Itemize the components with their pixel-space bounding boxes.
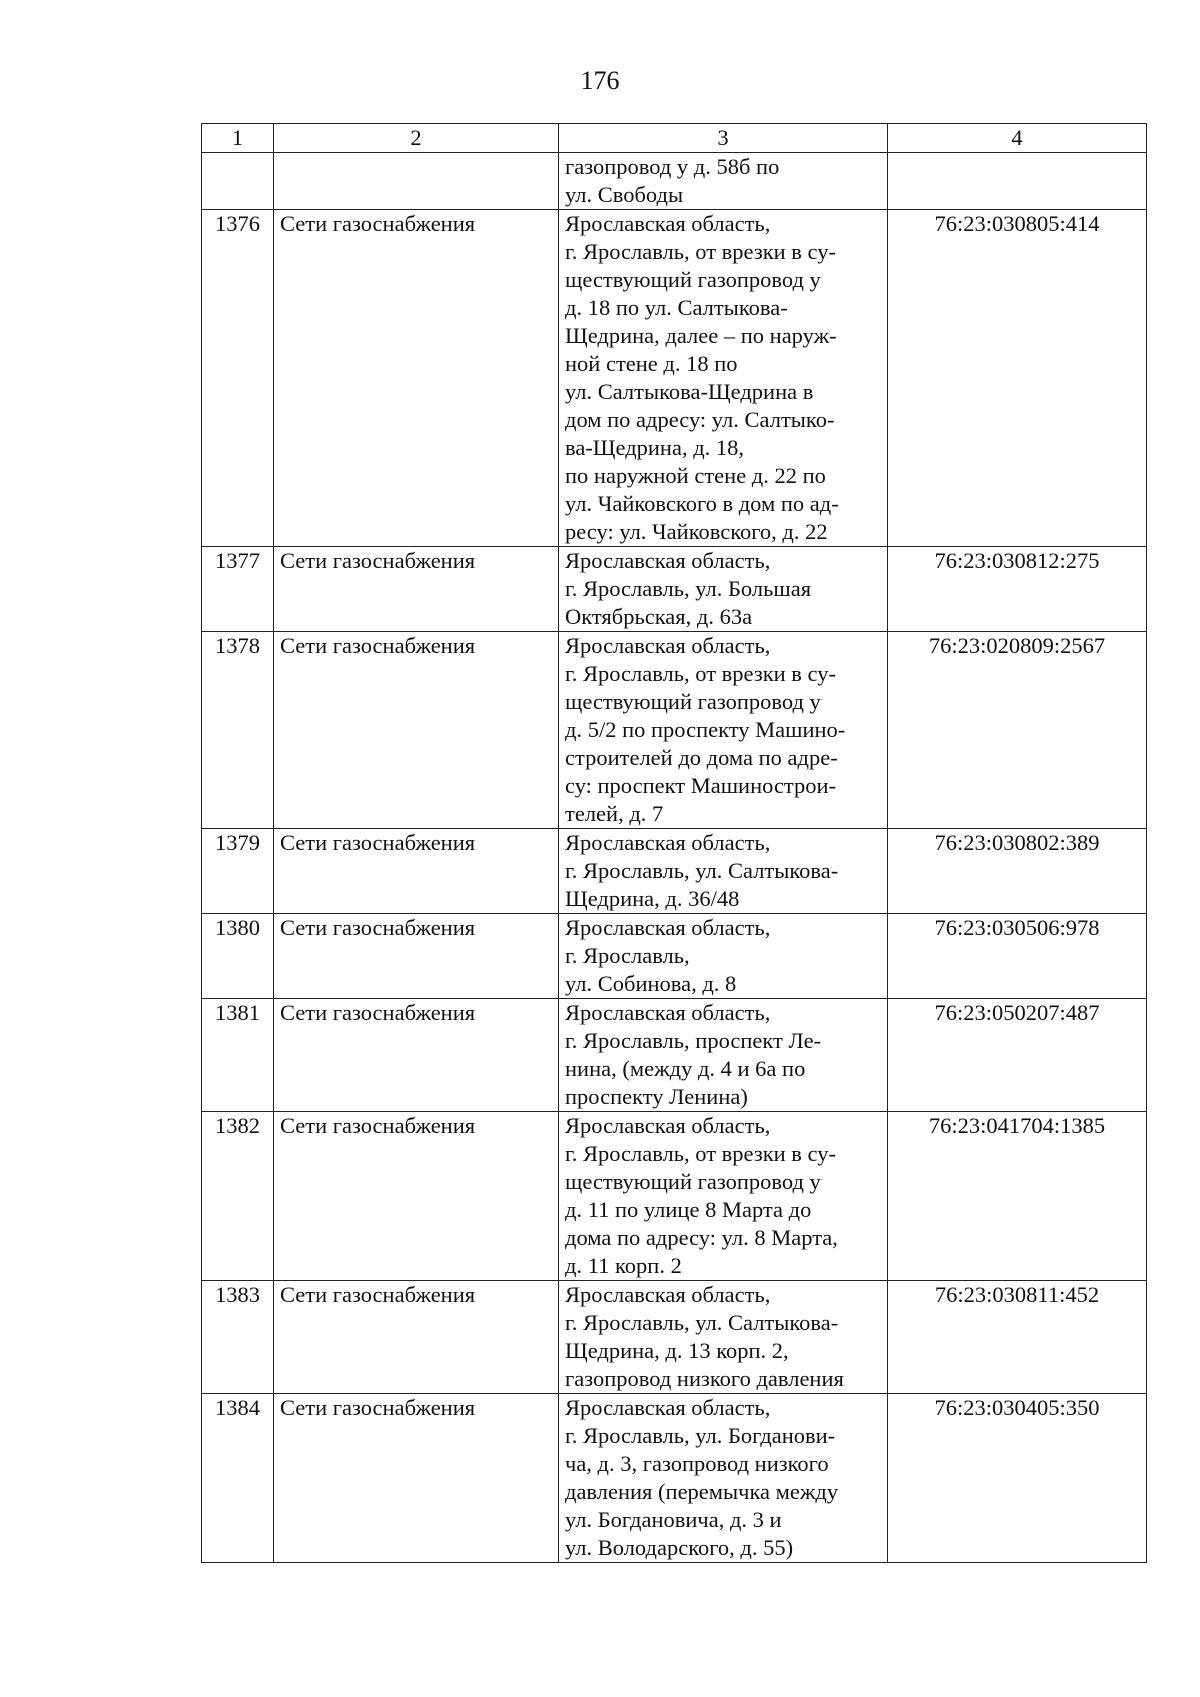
column-header-4: 4 (888, 124, 1147, 153)
address-line: нина, (между д. 4 и 6а по (565, 1056, 806, 1081)
address-line: г. Ярославль, от врезки в су- (565, 239, 836, 264)
address-line: ва-Щедрина, д. 18, (565, 435, 745, 460)
row-number-cell: 1377 (202, 547, 274, 632)
column-header-1: 1 (202, 124, 274, 153)
object-name-cell: Сети газоснабжения (274, 914, 559, 999)
table-row (202, 1394, 1147, 1563)
address-line: ществующий газопровод у (565, 1169, 821, 1194)
table-row (202, 829, 1147, 914)
address-line: Щедрина, д. 36/48 (565, 886, 740, 911)
table-row (202, 999, 1147, 1112)
address-line: давления (перемычка между (565, 1479, 839, 1504)
cadastral-number-cell: 76:23:030405:350 (888, 1394, 1147, 1563)
table-row (202, 153, 1147, 210)
address-cell (559, 829, 888, 914)
column-header-2: 2 (274, 124, 559, 153)
row-number-cell: 1382 (202, 1112, 274, 1281)
address-cell (559, 210, 888, 547)
object-name-cell: Сети газоснабжения (274, 547, 559, 632)
cadastral-number-cell: 76:23:030805:414 (888, 210, 1147, 547)
address-line: д. 5/2 по проспекту Машино- (565, 717, 846, 742)
address-cell (559, 1112, 888, 1281)
object-name-cell: Сети газоснабжения (274, 1281, 559, 1394)
table-row (202, 1281, 1147, 1394)
address-cell (559, 914, 888, 999)
address-line: г. Ярославль, (565, 943, 690, 968)
address-line: ул. Володарского, д. 55) (565, 1535, 794, 1560)
address-line: проспекту Ленина) (565, 1084, 748, 1109)
cadastral-number-cell (888, 153, 1147, 210)
address-line: дом по адресу: ул. Салтыко- (565, 407, 835, 432)
address-line: ресу: ул. Чайковского, д. 22 (565, 519, 828, 544)
address-line: д. 18 по ул. Салтыкова- (565, 295, 788, 320)
address-line: строителей до дома по адре- (565, 745, 838, 770)
address-line: д. 11 корп. 2 (565, 1253, 682, 1278)
address-line: Щедрина, далее – по наруж- (565, 323, 837, 348)
address-line: г. Ярославль, ул. Салтыкова- (565, 858, 839, 883)
address-line: ул. Свободы (565, 182, 684, 207)
object-name-cell: Сети газоснабжения (274, 632, 559, 829)
address-line: ществующий газопровод у (565, 267, 821, 292)
cadastral-number-cell: 76:23:020809:2567 (888, 632, 1147, 829)
address-line: Ярославская область, (565, 548, 771, 573)
address-line: Ярославская область, (565, 1282, 771, 1307)
row-number-cell: 1380 (202, 914, 274, 999)
object-name-cell: Сети газоснабжения (274, 210, 559, 547)
address-line: Ярославская область, (565, 830, 771, 855)
address-line: дома по адресу: ул. 8 Марта, (565, 1225, 838, 1250)
address-line: г. Ярославль, ул. Богданови- (565, 1423, 836, 1448)
cadastral-number-cell: 76:23:030506:978 (888, 914, 1147, 999)
object-name-cell: Сети газоснабжения (274, 1112, 559, 1281)
row-number-cell: 1376 (202, 210, 274, 547)
address-line: газопровод низкого давления (565, 1366, 844, 1391)
table-row (202, 210, 1147, 547)
address-cell (559, 999, 888, 1112)
address-line: Ярославская область, (565, 1395, 771, 1420)
row-number-cell: 1379 (202, 829, 274, 914)
address-line: Ярославская область, (565, 1000, 771, 1025)
object-name-cell: Сети газоснабжения (274, 999, 559, 1112)
address-line: ул. Чайковского в дом по ад- (565, 491, 839, 516)
address-line: ной стене д. 18 по (565, 351, 738, 376)
address-cell (559, 632, 888, 829)
address-line: Ярославская область, (565, 1113, 771, 1138)
cadastral-number-cell: 76:23:030811:452 (888, 1281, 1147, 1394)
address-line: д. 11 по улице 8 Марта до (565, 1197, 812, 1222)
address-line: по наружной стене д. 22 по (565, 463, 826, 488)
header-row (202, 124, 1147, 153)
address-line: Октябрьская, д. 63а (565, 604, 753, 629)
address-line: ул. Богдановича, д. 3 и (565, 1507, 782, 1532)
address-line: Ярославская область, (565, 915, 771, 940)
address-line: Ярославская область, (565, 633, 771, 658)
address-cell (559, 1394, 888, 1563)
address-line: Щедрина, д. 13 корп. 2, (565, 1338, 789, 1363)
row-number-cell: 1378 (202, 632, 274, 829)
address-line: ществующий газопровод у (565, 689, 821, 714)
column-header-3: 3 (559, 124, 888, 153)
address-line: телей, д. 7 (565, 801, 664, 826)
table-body (202, 153, 1147, 1563)
address-line: г. Ярославль, ул. Салтыкова- (565, 1310, 839, 1335)
address-cell (559, 1281, 888, 1394)
address-cell (559, 547, 888, 632)
register-table (201, 123, 1147, 1563)
row-number-cell: 1381 (202, 999, 274, 1112)
address-line: газопровод у д. 58б по (565, 154, 780, 179)
row-number-cell: 1384 (202, 1394, 274, 1563)
table-row (202, 914, 1147, 999)
object-name-cell: Сети газоснабжения (274, 829, 559, 914)
address-line: г. Ярославль, проспект Ле- (565, 1028, 822, 1053)
table-row (202, 1112, 1147, 1281)
address-line: ча, д. 3, газопровод низкого (565, 1451, 829, 1476)
page-number: 176 (580, 66, 620, 95)
object-name-cell: Сети газоснабжения (274, 1394, 559, 1563)
table-row (202, 632, 1147, 829)
table-row (202, 547, 1147, 632)
cadastral-number-cell: 76:23:041704:1385 (888, 1112, 1147, 1281)
object-name-cell (274, 153, 559, 210)
address-line: Ярославская область, (565, 211, 771, 236)
row-number-cell: 1383 (202, 1281, 274, 1394)
cadastral-number-cell: 76:23:030812:275 (888, 547, 1147, 632)
address-line: ул. Салтыкова-Щедрина в (565, 379, 814, 404)
cadastral-number-cell: 76:23:030802:389 (888, 829, 1147, 914)
address-line: г. Ярославль, от врезки в су- (565, 661, 836, 686)
address-line: г. Ярославль, от врезки в су- (565, 1141, 836, 1166)
address-line: ул. Собинова, д. 8 (565, 971, 737, 996)
cadastral-number-cell: 76:23:050207:487 (888, 999, 1147, 1112)
row-number-cell (202, 153, 274, 210)
address-line: су: проспект Машинострои- (565, 773, 837, 798)
address-cell (559, 153, 888, 210)
address-line: г. Ярославль, ул. Большая (565, 576, 812, 601)
